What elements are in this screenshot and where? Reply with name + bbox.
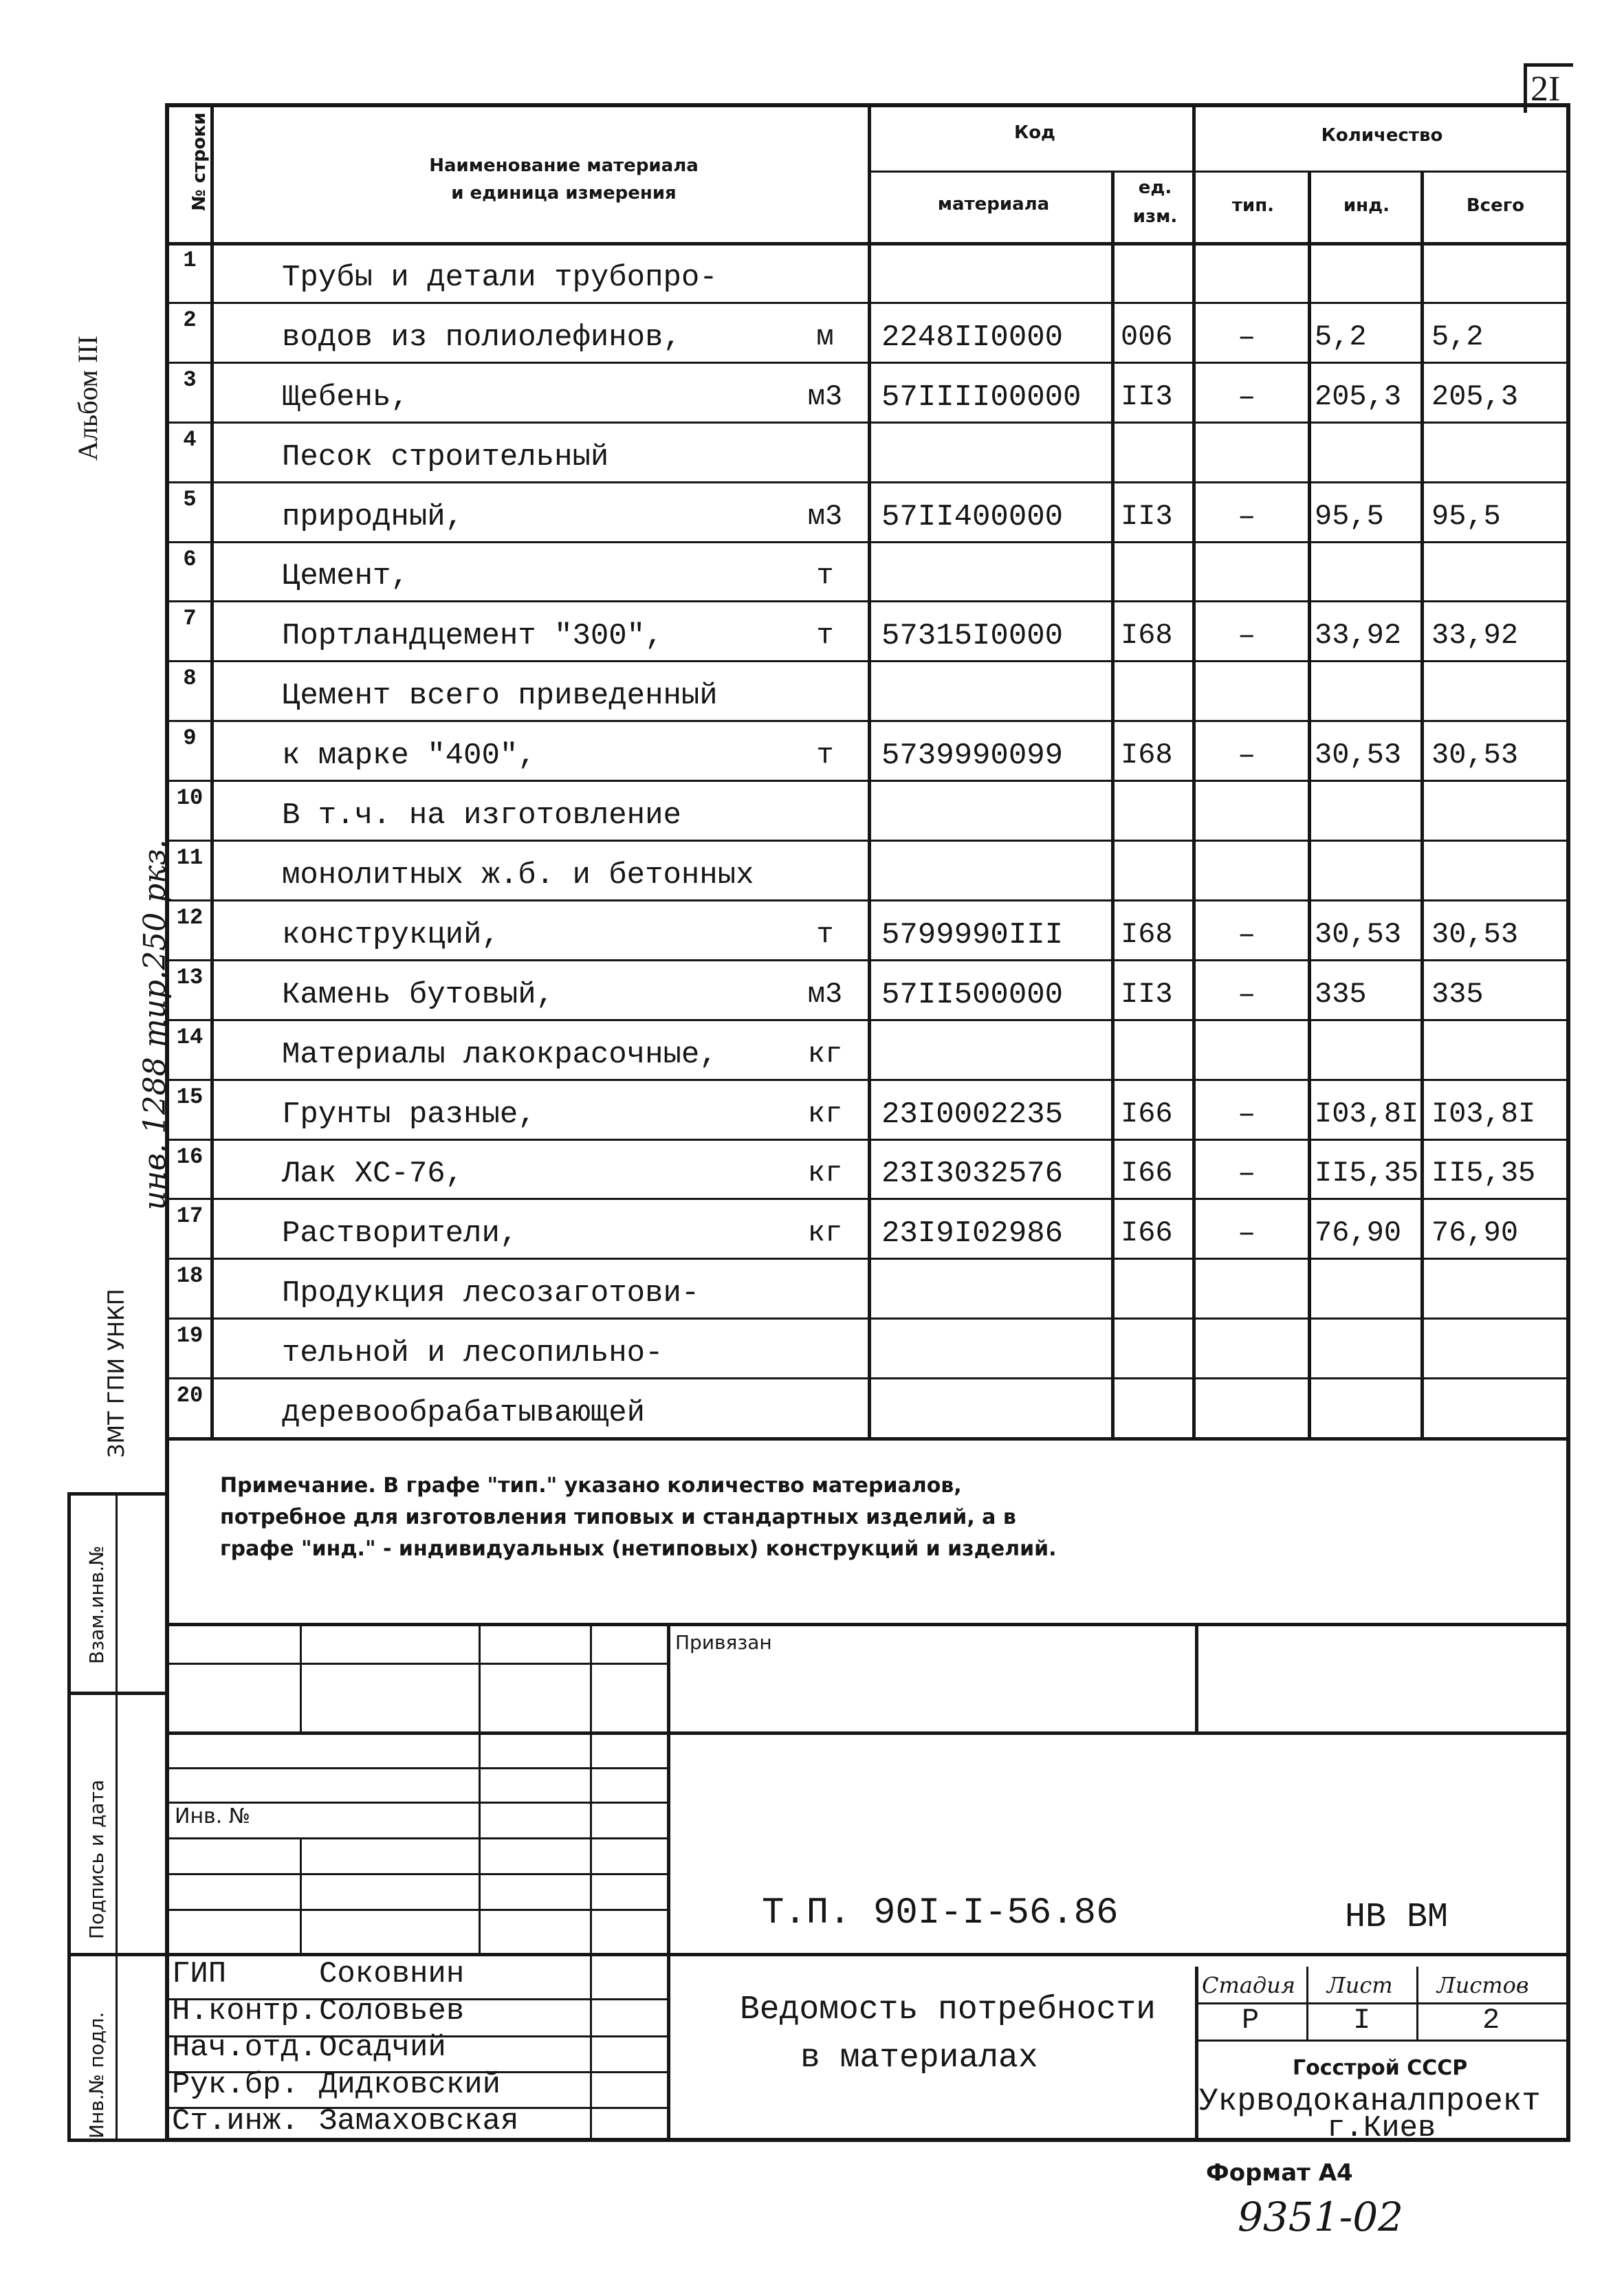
qty-total: 30,53 xyxy=(1431,918,1519,951)
col-line-typ xyxy=(1308,171,1311,1437)
material-name: В т.ч. на изготовление xyxy=(282,798,681,833)
side-inv-podl: Инв.№ подл. xyxy=(85,2011,108,2139)
table-row-line xyxy=(165,1198,1570,1200)
side-handwritten-ref: инв. 1288 тир.250 ркз. xyxy=(138,839,173,1210)
table-row-line xyxy=(165,1377,1570,1379)
signature-role: Рук.бр. xyxy=(172,2068,299,2102)
stamp-sheets-label: Листов xyxy=(1437,1972,1529,1998)
row-number: 3 xyxy=(183,367,197,393)
table-row-line xyxy=(165,1258,1570,1260)
material-name: Лак ХС-76, xyxy=(282,1157,464,1191)
table-row-line xyxy=(165,362,1570,364)
side-ref: ЗМТ ГПИ УНКП xyxy=(103,1289,129,1458)
stamp-col-8 xyxy=(1306,1967,1308,2040)
material-name: конструкций, xyxy=(282,918,500,952)
qty-typ: – xyxy=(1238,1097,1256,1132)
material-code: 5739990099 xyxy=(881,739,1064,773)
material-code: 57315I0000 xyxy=(881,619,1064,653)
header-qty-group: Количество xyxy=(1321,125,1443,146)
table-row-line xyxy=(165,959,1570,961)
header-code-group: Код xyxy=(1013,122,1056,143)
header-row-no: № строки xyxy=(189,112,210,211)
qty-ind: 335 xyxy=(1315,978,1367,1011)
signature-role: ГИП xyxy=(172,1957,227,1991)
unit-of-measure: м xyxy=(816,320,834,353)
qty-ind: 76,90 xyxy=(1315,1216,1402,1249)
table-row-line xyxy=(165,1019,1570,1021)
signature-name: Соковнин xyxy=(319,1957,465,1991)
stamp-col-3 xyxy=(479,1623,481,1953)
material-name: Песок строительный xyxy=(282,440,609,474)
code-unit: I68 xyxy=(1121,739,1173,772)
material-name: Камень бутовый, xyxy=(282,978,555,1012)
material-name: водов из полиолефинов, xyxy=(282,320,681,355)
stamp-stage-label: Стадия xyxy=(1202,1972,1295,1998)
stamp-org3: г.Киев xyxy=(1327,2111,1436,2145)
material-code: 5799990III xyxy=(881,918,1064,952)
material-name: тельной и лесопильно- xyxy=(282,1336,663,1370)
unit-of-measure: т xyxy=(816,739,834,772)
stamp-doc-mark: НВ ВМ xyxy=(1345,1898,1449,1937)
stamp-col-7 xyxy=(1195,1967,1198,2142)
stamp-stage: Р xyxy=(1242,2004,1260,2037)
table-row-line xyxy=(165,660,1570,662)
row-number: 18 xyxy=(176,1263,204,1289)
qty-total: 5,2 xyxy=(1431,320,1484,353)
table-row-line xyxy=(165,1318,1570,1320)
stamp-inv-no: Инв. № xyxy=(175,1804,251,1828)
header-qty-typ: тип. xyxy=(1231,195,1275,216)
row-number: 19 xyxy=(176,1323,204,1348)
page-number: 2I xyxy=(1530,69,1561,109)
header-code-unit-2: изм. xyxy=(1132,206,1178,227)
row-number: 17 xyxy=(176,1203,204,1229)
side-box-left xyxy=(67,1492,71,2142)
code-unit: II3 xyxy=(1121,500,1173,533)
stamp-attached-label: Привязан xyxy=(675,1631,772,1654)
header-code-material: материала xyxy=(937,194,1050,215)
col-line-ind xyxy=(1420,171,1424,1437)
qty-total: I03,8I xyxy=(1431,1097,1536,1130)
side-box-bottom xyxy=(67,2139,165,2142)
row-number: 6 xyxy=(183,547,197,572)
signature-role: Н.контр. xyxy=(172,1994,318,2029)
side-podpis: Подпись и дата xyxy=(85,1780,108,1939)
header-qty-total: Всего xyxy=(1466,195,1525,216)
qty-typ: – xyxy=(1238,619,1256,653)
material-code: 57II400000 xyxy=(881,500,1064,534)
qty-ind: 205,3 xyxy=(1315,380,1402,413)
unit-of-measure: т xyxy=(816,559,834,592)
code-unit: I66 xyxy=(1121,1157,1173,1190)
qty-typ: – xyxy=(1238,320,1256,355)
signature-name: Осадчий xyxy=(319,2031,446,2065)
row-number: 8 xyxy=(183,666,197,691)
code-unit: I66 xyxy=(1121,1097,1173,1130)
side-box-div1 xyxy=(67,1692,165,1695)
material-code: 57II500000 xyxy=(881,978,1064,1012)
material-name: Растворители, xyxy=(282,1216,518,1251)
table-row-line xyxy=(165,1139,1570,1141)
row-number: 11 xyxy=(176,845,204,871)
stamp-col-9 xyxy=(1416,1967,1418,2040)
row-number: 7 xyxy=(183,606,197,631)
header-qty-ind: инд. xyxy=(1343,195,1390,216)
material-name: Цемент, xyxy=(282,559,409,593)
footer-handwritten-no: 9351-02 xyxy=(1238,2194,1404,2240)
qty-ind: I03,8I xyxy=(1315,1097,1419,1130)
qty-total: II5,35 xyxy=(1431,1157,1536,1190)
signature-name: Дидковский xyxy=(319,2068,501,2102)
table-row-line xyxy=(165,481,1570,483)
unit-of-measure: кг xyxy=(807,1157,843,1190)
side-box-mid xyxy=(116,1492,118,2142)
stamp-org2: Укрводоканалпроект xyxy=(1199,2084,1541,2119)
row-number: 4 xyxy=(183,427,197,452)
side-box-div2 xyxy=(67,1953,165,1956)
unit-of-measure: кг xyxy=(807,1097,843,1130)
qty-ind: 5,2 xyxy=(1315,320,1367,353)
header-name-line1: Наименование материала xyxy=(429,155,699,176)
row-number: 14 xyxy=(176,1025,204,1050)
material-name: Щебень, xyxy=(282,380,409,415)
signature-role: Нач.отд. xyxy=(172,2031,318,2065)
col-line-code xyxy=(1111,171,1115,1437)
header-mid-line xyxy=(868,171,1570,173)
header-name-line2: и единица измерения xyxy=(451,183,677,204)
signature-role: Ст.инж. xyxy=(172,2104,299,2139)
stamp-col-6 xyxy=(1195,1623,1198,1731)
footer-format: Формат А4 xyxy=(1206,2159,1353,2187)
stamp-line-2 xyxy=(165,1731,1570,1735)
signature-name: Замаховская xyxy=(319,2104,519,2139)
side-vzam: Взам.инв.№ xyxy=(85,1545,108,1664)
qty-total: 205,3 xyxy=(1431,380,1519,413)
row-number: 2 xyxy=(183,307,197,333)
row-number: 13 xyxy=(176,965,204,990)
material-code: 23I9I02986 xyxy=(881,1216,1064,1251)
code-unit: II3 xyxy=(1121,380,1173,413)
material-code: 2248II0000 xyxy=(881,320,1064,355)
code-unit: I66 xyxy=(1121,1216,1173,1249)
material-name: Трубы и детали трубопро- xyxy=(282,261,718,295)
qty-typ: – xyxy=(1238,918,1256,952)
qty-ind: 30,53 xyxy=(1315,918,1402,951)
stamp-col-4 xyxy=(590,1623,592,2142)
code-unit: I68 xyxy=(1121,619,1173,652)
unit-of-measure: т xyxy=(816,918,834,951)
row-number: 16 xyxy=(176,1144,204,1170)
material-name: природный, xyxy=(282,500,464,534)
table-row-line xyxy=(165,541,1570,543)
row-number: 1 xyxy=(183,248,197,273)
qty-total: 95,5 xyxy=(1431,500,1501,533)
table-bottom-line xyxy=(165,1437,1570,1441)
table-row-line xyxy=(165,780,1570,782)
table-row-line xyxy=(165,422,1570,424)
code-unit: I68 xyxy=(1121,918,1173,951)
table-row-line xyxy=(165,720,1570,722)
signature-name: Соловьев xyxy=(319,1994,465,2029)
material-name: Цемент всего приведенный xyxy=(282,679,718,713)
table-row-line xyxy=(165,600,1570,602)
table-row-line xyxy=(165,1079,1570,1081)
unit-of-measure: м3 xyxy=(807,500,843,533)
stamp-doc-code: Т.П. 90I-I-56.86 xyxy=(762,1892,1119,1934)
code-unit: 006 xyxy=(1121,320,1173,353)
qty-total: 335 xyxy=(1431,978,1484,1011)
header-code-unit-1: ед. xyxy=(1138,177,1172,198)
stamp-org1: Госстрой СССР xyxy=(1293,2056,1468,2080)
stamp-col-1 xyxy=(300,1623,302,1731)
qty-ind: II5,35 xyxy=(1315,1157,1419,1190)
material-code: 23I0002235 xyxy=(881,1097,1064,1132)
table-row-line xyxy=(165,840,1570,842)
qty-ind: 33,92 xyxy=(1315,619,1402,652)
unit-of-measure: м3 xyxy=(807,978,843,1011)
material-name: Грунты разные, xyxy=(282,1097,536,1132)
row-number: 15 xyxy=(176,1084,204,1110)
material-name: Продукция лесозаготови- xyxy=(282,1276,700,1311)
qty-total: 33,92 xyxy=(1431,619,1519,652)
unit-of-measure: кг xyxy=(807,1216,843,1249)
qty-typ: – xyxy=(1238,500,1256,534)
stamp-col-2 xyxy=(300,1837,302,1953)
qty-typ: – xyxy=(1238,1216,1256,1251)
material-name: деревообрабатывающей xyxy=(282,1396,646,1430)
stamp-line-14 xyxy=(1195,2040,1570,2042)
stamp-line-8 xyxy=(165,1953,1570,1956)
code-unit: II3 xyxy=(1121,978,1173,1011)
material-name: Портландцемент "300", xyxy=(282,619,663,653)
row-number: 20 xyxy=(176,1383,204,1408)
table-row-line xyxy=(165,899,1570,901)
material-name: Материалы лакокрасочные, xyxy=(282,1038,718,1072)
stamp-title-line1: Ведомость потребности xyxy=(740,1991,1156,2029)
material-name: к марке "400", xyxy=(282,739,536,773)
row-number: 9 xyxy=(183,725,197,751)
material-code: 57IIII00000 xyxy=(881,380,1082,415)
material-name: монолитных ж.б. и бетонных xyxy=(282,858,754,893)
material-code: 23I3032576 xyxy=(881,1157,1064,1191)
table-row-line xyxy=(165,302,1570,304)
qty-typ: – xyxy=(1238,380,1256,415)
qty-total: 30,53 xyxy=(1431,739,1519,772)
unit-of-measure: кг xyxy=(807,1038,843,1071)
stamp-col-5 xyxy=(667,1623,670,2142)
qty-typ: – xyxy=(1238,1157,1256,1191)
stamp-title-line2: в материалах xyxy=(800,2040,1038,2077)
qty-ind: 95,5 xyxy=(1315,500,1384,533)
qty-typ: – xyxy=(1238,978,1256,1012)
table-note: Примечание. В графе "тип." указано количество материалов, потребное для изготовления типовых и стандартных изделий, а в графе "инд." - индивидуальных (нетиповых) конструкций и изделий. xyxy=(220,1474,1057,1561)
row-number: 10 xyxy=(176,785,204,811)
qty-typ: – xyxy=(1238,739,1256,773)
stamp-sheet: I xyxy=(1353,2004,1371,2037)
qty-ind: 30,53 xyxy=(1315,739,1402,772)
unit-of-measure: м3 xyxy=(807,380,843,413)
stamp-top-line xyxy=(165,1623,1570,1626)
qty-total: 76,90 xyxy=(1431,1216,1519,1249)
unit-of-measure: т xyxy=(816,619,834,652)
side-album: Альбом III xyxy=(72,336,103,461)
stamp-sheet-label: Лист xyxy=(1327,1972,1393,1998)
stamp-sheets: 2 xyxy=(1482,2004,1500,2037)
row-number: 5 xyxy=(183,487,197,512)
side-box-top xyxy=(67,1492,165,1496)
row-number: 12 xyxy=(176,905,204,930)
